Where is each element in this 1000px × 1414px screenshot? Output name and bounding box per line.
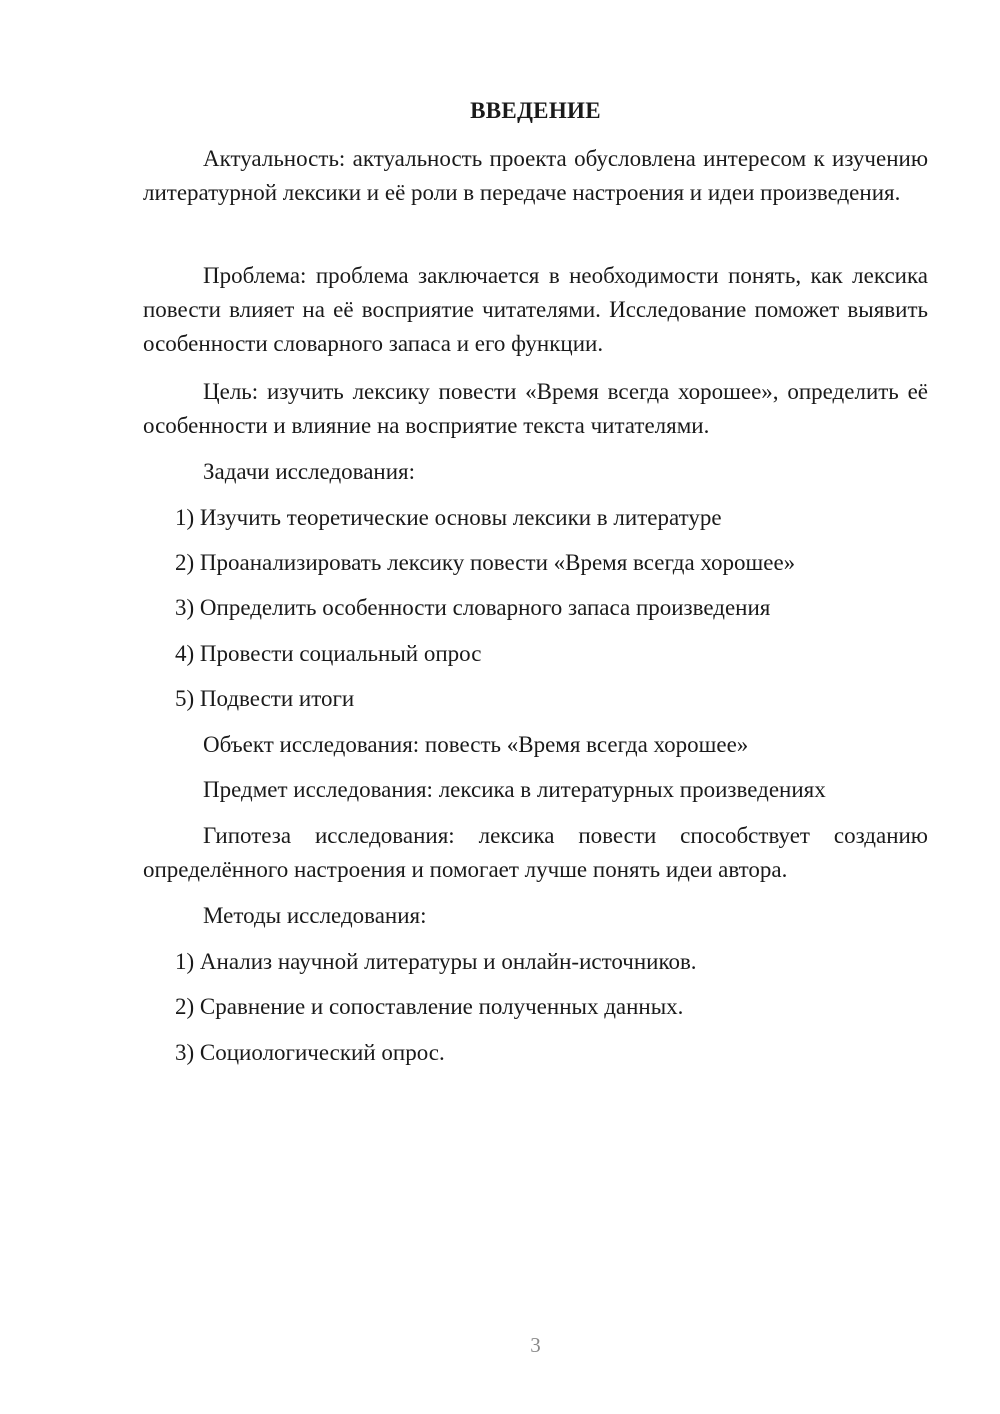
- task-item: 4) Провести социальный опрос: [175, 641, 482, 666]
- method-item: 1) Анализ научной литературы и онлайн-источников.: [175, 949, 697, 974]
- method-item: 2) Сравнение и сопоставление полученных данных.: [175, 994, 684, 1019]
- problem-paragraph: Проблема: проблема заключается в необходимости понять, как лексика повести влияет на её восприятие читателями. Исследование поможет выявить особенности словарного запаса и его функции.: [143, 263, 928, 356]
- methods-title: Методы исследования:: [203, 903, 427, 928]
- tasks-title: Задачи исследования:: [203, 459, 416, 484]
- method-item: 3) Социологический опрос.: [175, 1040, 445, 1065]
- task-item: 3) Определить особенности словарного запаса произведения: [175, 595, 771, 620]
- section-heading: ВВЕДЕНИЕ: [470, 98, 601, 123]
- goal-paragraph: Цель: изучить лексику повести «Время всегда хорошее», определить её особенности и влияние на восприятие текста читателями.: [143, 379, 928, 438]
- task-item: 5) Подвести итоги: [175, 686, 355, 711]
- relevance-paragraph: Актуальность: актуальность проекта обусловлена интересом к изучению литературной лексики и её роли в передаче настроения и идеи произведения.: [143, 146, 928, 205]
- task-item: 2) Проанализировать лексику повести «Время всегда хорошее»: [175, 550, 796, 575]
- subject-line: Предмет исследования: лексика в литературных произведениях: [203, 777, 826, 802]
- object-line: Объект исследования: повесть «Время всегда хорошее»: [203, 732, 749, 757]
- task-item: 1) Изучить теоретические основы лексики в литературе: [175, 505, 722, 530]
- hypothesis-paragraph: Гипотеза исследования: лексика повести способствует созданию определённого настроения и помогает лучше понять идеи автора.: [143, 823, 928, 882]
- page-number: 3: [530, 1333, 541, 1357]
